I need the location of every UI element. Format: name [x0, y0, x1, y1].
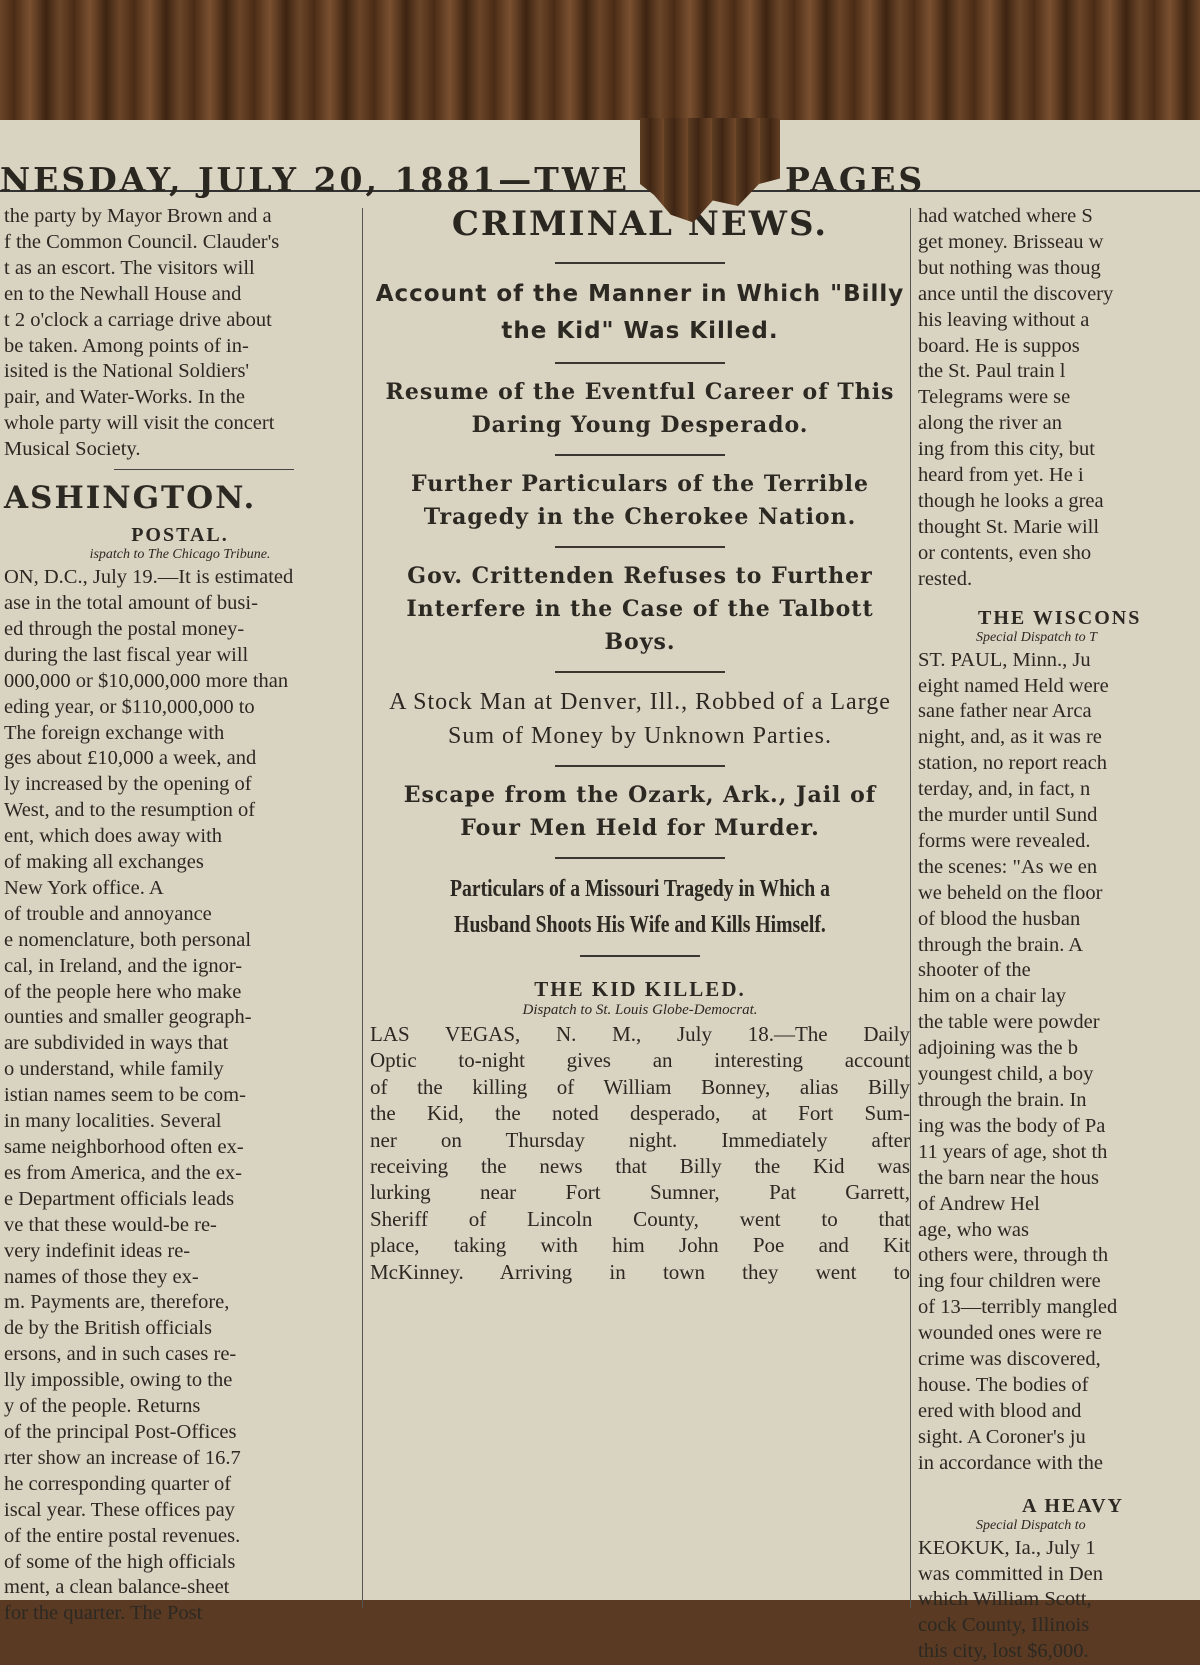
text-line: thought St. Marie will [918, 515, 1100, 538]
left-intro-paragraph [4, 204, 356, 463]
deck-career: Resume of the Eventful Career of This Daring Young Desperado. [385, 379, 895, 438]
text-line: cock County, Illinois [918, 1614, 1090, 1637]
text-line: ersons, and in such cases re- [4, 1343, 237, 1366]
text-line: of making all exchanges [4, 851, 204, 874]
text-line: youngest child, a boy [918, 1063, 1094, 1086]
text-line: in many localities. Several [4, 1110, 222, 1133]
deck-ozark: Escape from the Ozark, Ark., Jail of Four Men Held for Murder. [403, 782, 877, 841]
text-line: ing from this city, but [918, 438, 1095, 461]
deck-rule-4 [555, 671, 725, 673]
right-intro-paragraph [918, 204, 1200, 593]
text-line: lurking near Fort Sumner, Pat Garrett, [370, 1180, 910, 1205]
text-line: eding year, or $110,000,000 to [4, 695, 255, 718]
text-line: McKinney. Arriving in town they went to [370, 1259, 910, 1284]
text-line: rested. [918, 567, 973, 590]
text-line: the barn near the hous [918, 1166, 1100, 1189]
kid-killed-title: THE KID KILLED. [534, 977, 746, 1001]
text-line: crime was discovered, [918, 1348, 1101, 1371]
text-line: pair, and Water-Works. In the [4, 386, 246, 409]
text-line: ST. PAUL, Minn., Ju [918, 648, 1091, 671]
text-line: KEOKUK, Ia., July 1 [918, 1536, 1096, 1559]
text-line: o understand, while family [4, 1058, 224, 1081]
masthead-pages: PAGES [785, 160, 926, 199]
center-column [370, 204, 910, 1285]
text-line: he corresponding quarter of [4, 1472, 232, 1495]
text-line: the murder until Sund [918, 804, 1098, 827]
wisconsin-article-body [918, 648, 1200, 1477]
text-line: age, who was [918, 1218, 1030, 1241]
text-line: ner on Thursday night. Immediately after [370, 1127, 910, 1152]
deck-denver: A Stock Man at Denver, Ill., Robbed of a Large Sum of Money by Unknown Parties. [389, 689, 891, 749]
text-line: receiving the news that Billy the Kid was [370, 1154, 910, 1179]
heavy-subheading: A HEAVY [1022, 1494, 1124, 1517]
text-line: heard from yet. He i [918, 464, 1084, 487]
text-line: are subdivided in ways that [4, 1032, 229, 1055]
deck-missouri: Particulars of a Missouri Tragedy in Which a Husband Shoots His Wife and Kills Himself. [450, 876, 830, 938]
text-line: be taken. Among points of in- [4, 334, 249, 357]
text-line: the table were powder [918, 1011, 1100, 1034]
text-line: the party by Mayor Brown and a [4, 205, 272, 227]
text-line: get money. Brisseau w [918, 230, 1104, 253]
text-line: ing was the body of Pa [918, 1114, 1106, 1137]
heavy-article-body [918, 1536, 1200, 1665]
text-line: 000,000 or $10,000,000 more than [4, 669, 289, 692]
text-line: the Kid, the noted desperado, at Fort Sum- [370, 1101, 910, 1126]
deck-cherokee: Further Particulars of the Terrible Tragedy in the Cherokee Nation. [411, 471, 869, 530]
text-line: of blood the husban [918, 907, 1081, 930]
text-line: whole party will visit the concert [4, 412, 275, 435]
text-line: sight. A Coroner's ju [918, 1425, 1086, 1448]
deck-billy-the-kid: Account of the Manner in Which "Billy the Kid" Was Killed. [375, 281, 905, 344]
text-line: adjoining was the b [918, 1037, 1078, 1060]
left-column [4, 204, 356, 1627]
text-line: ance until the discovery [918, 282, 1114, 305]
kid-killed-dispatch: Dispatch to St. Louis Globe-Democrat. [522, 1002, 758, 1018]
text-line: station, no report reach [918, 752, 1107, 775]
text-line: ve that these would-be re- [4, 1213, 217, 1236]
text-line: him on a chair lay [918, 985, 1067, 1008]
text-line: along the river an [918, 412, 1063, 435]
text-line: LAS VEGAS, N. M., July 18.—The Daily [370, 1022, 910, 1046]
text-line: of Andrew Hel [918, 1192, 1040, 1215]
postal-dispatch: ispatch to The Chicago Tribune. [89, 547, 271, 563]
text-line: which William Scott, [918, 1588, 1092, 1611]
text-line: New York office. A [4, 876, 164, 899]
text-line: during the last fiscal year will [4, 643, 249, 666]
text-line: ON, D.C., July 19.—It is estimated [4, 566, 294, 589]
text-line: en to the Newhall House and [4, 282, 242, 305]
text-line: or contents, even sho [918, 541, 1092, 564]
title-rule [555, 262, 725, 264]
masthead-date: NESDAY, JULY 20, 1881—TWE [0, 160, 631, 199]
text-line: es from America, and the ex- [4, 1161, 242, 1184]
wisconsin-dispatch: Special Dispatch to T [976, 629, 1097, 645]
text-line: through the brain. In [918, 1089, 1087, 1111]
text-line: place, taking with him John Poe and Kit [370, 1233, 910, 1258]
text-line: of the principal Post-Offices [4, 1420, 237, 1443]
text-line: the scenes: "As we en [918, 855, 1098, 878]
text-line: for the quarter. The Post [4, 1602, 203, 1625]
text-line: ing four children were [918, 1270, 1101, 1293]
text-line: the St. Paul train l [918, 360, 1066, 383]
text-line: de by the British officials [4, 1317, 213, 1340]
text-line: Sheriff of Lincoln County, went to that [370, 1206, 910, 1231]
text-line: wounded ones were re [918, 1322, 1102, 1345]
deck-rule-5 [555, 765, 725, 767]
left-rule [114, 469, 294, 470]
text-line: rter show an increase of 16.7 [4, 1446, 241, 1469]
text-line: of the people here who make [4, 980, 242, 1003]
newspaper-page [0, 120, 1200, 1663]
text-line: this city, lost $6,000. [918, 1640, 1089, 1663]
deck-rule-6 [555, 857, 725, 859]
text-line: e nomenclature, both personal [4, 928, 252, 951]
text-line: lly impossible, owing to the [4, 1369, 233, 1392]
text-line: names of those they ex- [4, 1265, 199, 1288]
postal-subheading: POSTAL. [131, 524, 229, 547]
text-line: iscal year. These offices pay [4, 1498, 235, 1521]
text-line: West, and to the resumption of [4, 799, 256, 822]
text-line: ent, which does away with [4, 825, 223, 848]
text-line: f the Common Council. Clauder's [4, 230, 280, 253]
text-line: eight named Held were [918, 674, 1109, 697]
deck-rule-2 [555, 454, 725, 456]
column-rule-right [910, 208, 911, 1608]
text-line: t 2 o'clock a carriage drive about [4, 308, 272, 331]
text-line: m. Payments are, therefore, [4, 1291, 230, 1314]
text-line: we beheld on the floor [918, 881, 1103, 904]
right-column [918, 204, 1200, 1665]
masthead [0, 140, 1200, 199]
column-rule-left [362, 208, 363, 1608]
text-line: of trouble and annoyance [4, 902, 212, 925]
text-line: of some of the high officials [4, 1550, 236, 1573]
kid-killed-body [370, 1021, 910, 1285]
text-line: terday, and, in fact, n [918, 778, 1091, 801]
text-line: Telegrams were se [918, 386, 1071, 409]
text-line: y of the people. Returns [4, 1395, 201, 1418]
deck-rule-7 [580, 955, 700, 957]
text-line: ounties and smaller geograph- [4, 1006, 252, 1029]
text-line: though he looks a grea [918, 489, 1104, 512]
text-line: others were, through th [918, 1244, 1109, 1267]
criminal-news-title: CRIMINAL NEWS. [451, 204, 829, 244]
text-line: night, and, as it was re [918, 726, 1102, 749]
text-line: but nothing was thoug [918, 256, 1101, 279]
text-line: t as an escort. The visitors will [4, 256, 255, 279]
text-line: through the brain. A [918, 933, 1084, 956]
postal-article-body [4, 565, 356, 1627]
text-line: e Department officials leads [4, 1187, 235, 1210]
text-line: had watched where S [918, 205, 1093, 227]
deck-rule-3 [555, 546, 725, 548]
text-line: of the killing of William Bonney, alias Billy [370, 1074, 910, 1099]
text-line: ered with blood and [918, 1399, 1082, 1422]
text-line: in accordance with the [918, 1451, 1103, 1474]
washington-heading: ASHINGTON. [4, 480, 257, 517]
wisconsin-subheading: THE WISCONS [978, 606, 1142, 629]
text-line: ly increased by the opening of [4, 773, 252, 796]
text-line: Optic to-night gives an interesting account [370, 1048, 910, 1073]
text-line: ment, a clean balance-sheet [4, 1576, 230, 1599]
deck-crittenden: Gov. Crittenden Refuses to Further Interfere in the Case of the Talbott Boys. [406, 563, 874, 655]
text-line: board. He is suppos [918, 334, 1080, 357]
text-line: ges about £10,000 a week, and [4, 747, 257, 770]
text-line: same neighborhood often ex- [4, 1136, 244, 1158]
text-line: house. The bodies of [918, 1373, 1089, 1396]
deck-rule-1 [555, 362, 725, 364]
text-line: ed through the postal money- [4, 617, 245, 640]
text-line: was committed in Den [918, 1562, 1104, 1585]
text-line: shooter of the [918, 959, 1031, 982]
text-line: of the entire postal revenues. [4, 1524, 241, 1547]
text-line: his leaving without a [918, 308, 1090, 331]
text-line: cal, in Ireland, and the ignor- [4, 954, 243, 977]
text-line: The foreign exchange with [4, 721, 225, 744]
text-line: 11 years of age, shot th [918, 1140, 1108, 1163]
text-line: isited is the National Soldiers' [4, 360, 250, 383]
text-line: sane father near Arca [918, 700, 1092, 723]
heavy-dispatch: Special Dispatch to [976, 1517, 1086, 1533]
text-line: Musical Society. [4, 438, 141, 461]
wooden-background [0, 0, 1200, 140]
text-line: forms were revealed. [918, 829, 1091, 852]
text-line: ase in the total amount of busi- [4, 591, 258, 614]
text-line: istian names seem to be com- [4, 1084, 246, 1107]
text-line: very indefinit ideas re- [4, 1239, 191, 1262]
text-line: of 13—terribly mangled [918, 1296, 1118, 1319]
